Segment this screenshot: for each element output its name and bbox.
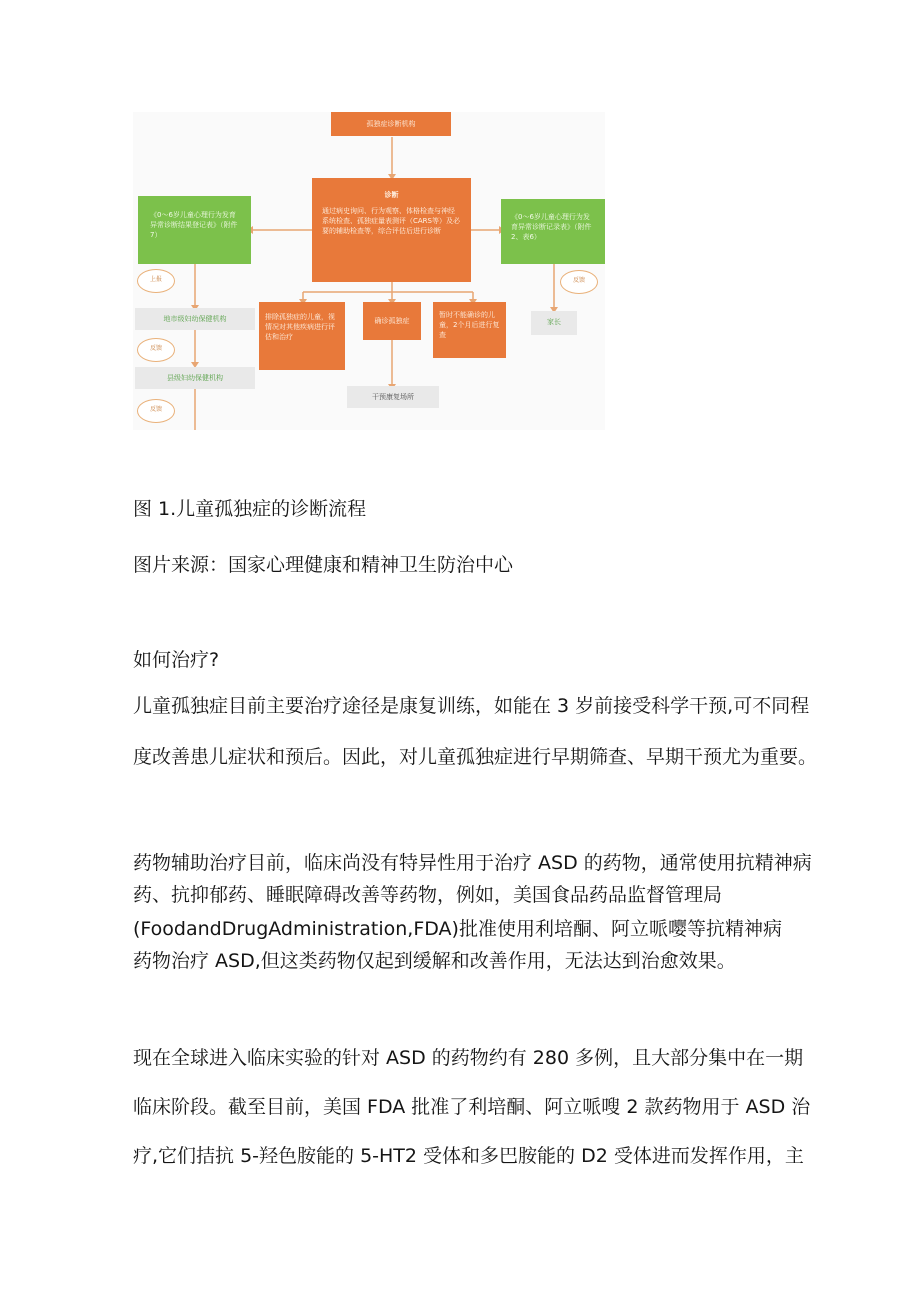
- para2-line4: 药物治疗 ASD,但这类药物仅起到缓解和改善作用，无法达到治愈效果。: [133, 950, 736, 972]
- intervention-site-box: 干预康复场所: [347, 386, 439, 408]
- para1-line1: 儿童孤独症目前主要治疗途径是康复训练，如能在 3 岁前接受科学干预,可不同程: [133, 695, 810, 717]
- diagnosis-center-title: 诊断: [384, 191, 399, 199]
- left-record-box: 《0～6岁儿童心理行为发育异常诊断结果登记表》（附件7）: [138, 196, 251, 264]
- feedback-pill-3: 反馈: [560, 270, 598, 294]
- para3-line1: 现在全球进入临床实验的针对 ASD 的药物约有 280 多例，且大部分集中在一期: [133, 1047, 804, 1069]
- section-heading: 如何治疗?: [133, 649, 220, 671]
- feedback-pill-2: 反馈: [137, 399, 175, 423]
- diagnosis-institution-box: 孤独症诊断机构: [331, 112, 451, 136]
- diagnosis-center-body: 通过病史询问、行为观察、体格检查与神经系统检查、孤独症量表测评（CARS等）及必要的辅助检查等，综合评估后进行诊断: [322, 207, 460, 235]
- para3-line3: 疗,它们拮抗 5-羟色胺能的 5-HT2 受体和多巴胺能的 D2 受体进而发挥作用，主: [133, 1145, 804, 1167]
- confirmed-autism-box: 确诊孤独症: [363, 302, 421, 340]
- feedback-pill-1: 反馈: [137, 338, 175, 362]
- para2-line1: 药物辅助治疗目前，临床尚没有特异性用于治疗 ASD 的药物，通常使用抗精神病: [133, 852, 812, 874]
- report-up-pill: 上报: [137, 269, 175, 293]
- diagnosis-flowchart: [133, 112, 605, 430]
- figure-source: 图片来源：国家心理健康和精神卫生防治中心: [133, 554, 514, 576]
- right-record-box: 《0～6岁儿童心理行为发育异常诊断记录表》（附件2、表6）: [501, 199, 605, 264]
- para2-line2: 药、抗抑郁药、睡眠障碍改善等药物，例如，美国食品药品监督管理局: [133, 884, 723, 906]
- para3-line2: 临床阶段。截至目前，美国 FDA 批准了利培酮、阿立哌嗖 2 款药物用于 ASD 治: [133, 1096, 811, 1118]
- city-maternal-child-org: 地市级妇幼保健机构: [135, 308, 255, 330]
- county-maternal-child-org: 县级妇幼保健机构: [135, 367, 255, 389]
- excluded-children-box: 排除孤独症的儿童，视情况对其他疾病进行评估和治疗: [259, 302, 345, 370]
- para2-line3: (FoodandDrugAdministration,FDA)批准使用利培酮、阿立哌嘤等抗精神病: [133, 918, 782, 940]
- diagnosis-center-box: [312, 178, 471, 282]
- figure-caption: 图 1.儿童孤独症的诊断流程: [133, 498, 367, 520]
- parents-box: 家长: [531, 311, 577, 335]
- para1-line2: 度改善患儿症状和预后。因此，对儿童孤独症进行早期筛查、早期干预尤为重要。: [133, 746, 818, 768]
- recheck-box: 暂时不能确诊的儿童，2个月后进行复查: [433, 302, 506, 358]
